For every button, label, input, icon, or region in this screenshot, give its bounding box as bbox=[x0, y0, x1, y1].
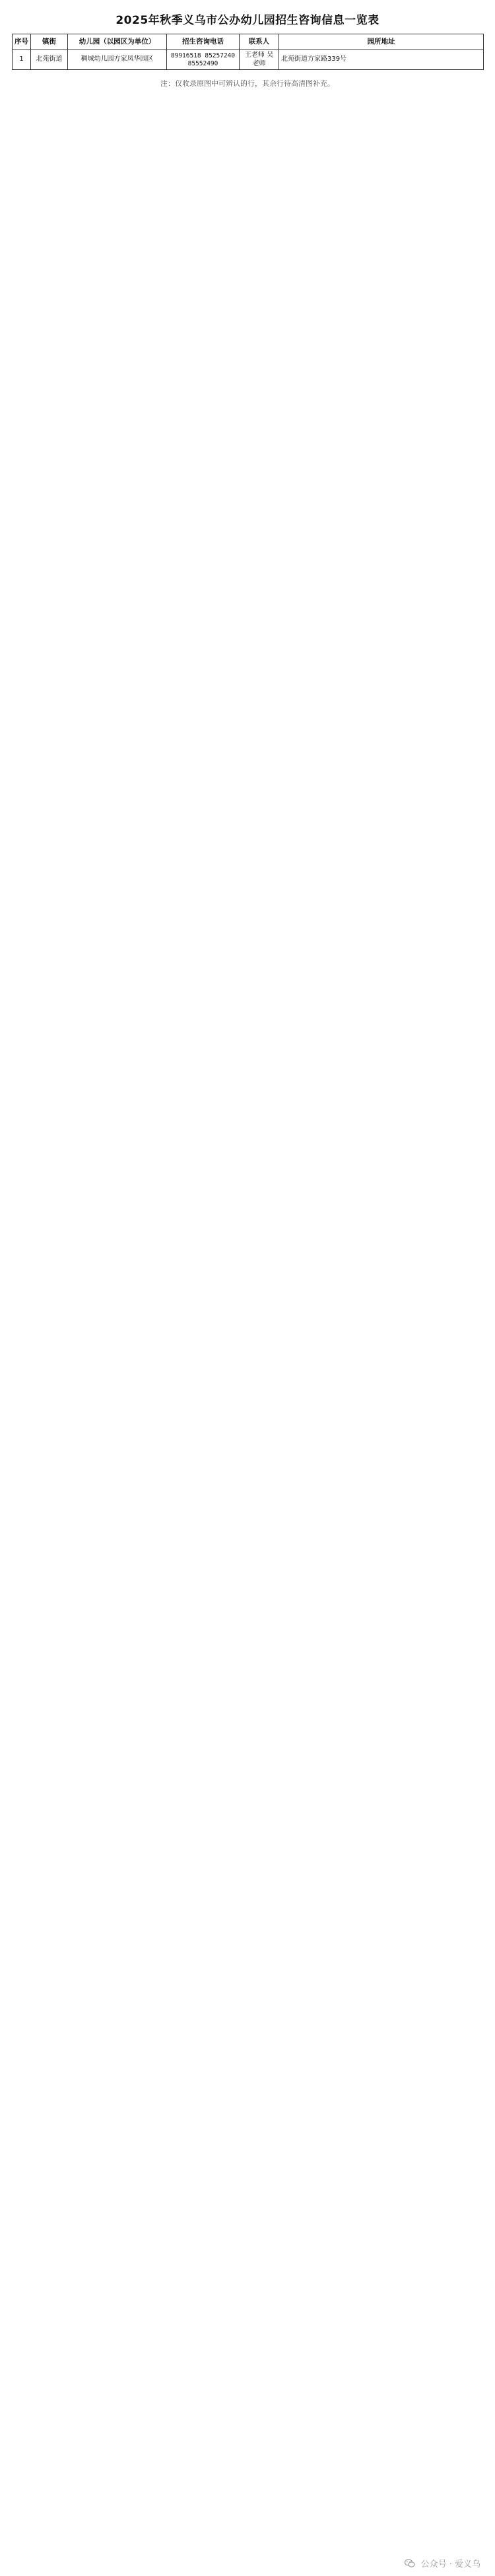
cell-phone: 89916518 85257240 85552490 bbox=[167, 50, 240, 70]
watermark-text: 公众号 · 爱义乌 bbox=[420, 2559, 480, 2569]
header-kindergarten: 幼儿园（以园区为单位） bbox=[68, 34, 167, 50]
header-contact: 联系人 bbox=[240, 34, 279, 50]
table-body bbox=[13, 50, 484, 70]
watermark bbox=[405, 2557, 480, 2569]
table-header-row bbox=[13, 34, 484, 50]
cell-seq: 1 bbox=[13, 50, 31, 70]
enrollment-table bbox=[12, 34, 484, 70]
cell-street: 北苑街道 bbox=[31, 50, 68, 70]
cell-kindergarten: 稠城幼儿园方家凤华园区 bbox=[68, 50, 167, 70]
header-seq: 序号 bbox=[13, 34, 31, 50]
page-title: 2025年秋季义乌市公办幼儿园招生咨询信息一览表 bbox=[116, 14, 380, 27]
cell-address: 北苑街道方家路339号 bbox=[279, 50, 484, 70]
cell-contact: 王老师 吴老师 bbox=[240, 50, 279, 70]
header-phone: 招生咨询电话 bbox=[167, 34, 240, 50]
wechat-icon bbox=[405, 2559, 415, 2568]
table-row bbox=[13, 50, 484, 70]
header-street: 镇街 bbox=[31, 34, 68, 50]
header-address: 园所地址 bbox=[279, 34, 484, 50]
legibility-note: 注：仅收录原图中可辨认的行，其余行待高清图补充。 bbox=[160, 79, 335, 88]
